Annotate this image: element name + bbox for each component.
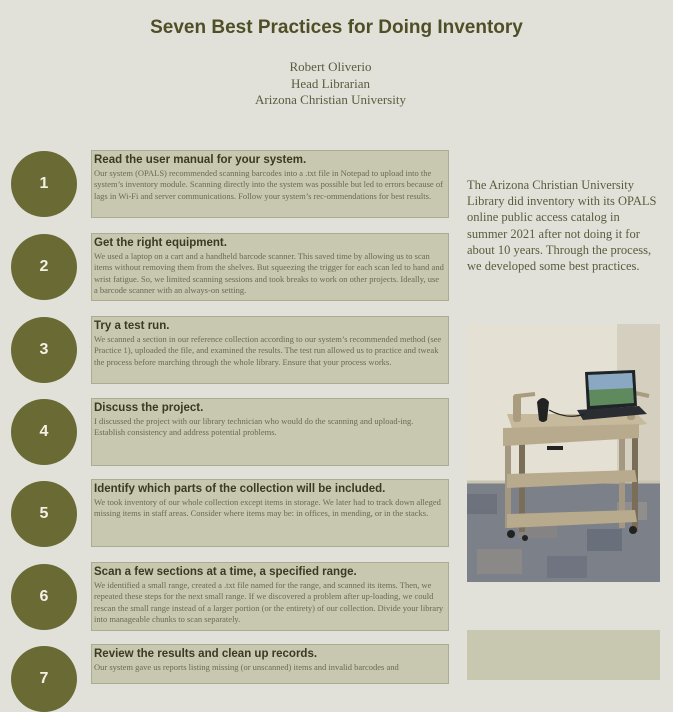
- practice-body: We scanned a section in our reference collection according to our system’s recommended method (see Practice 1), uploaded the file, and examined the results. The test run allowed us to practice and tweak the process before marching through the whole library. Ensure that your process works.: [94, 334, 442, 367]
- practice-number-badge: 5: [11, 481, 77, 547]
- practice-card: [91, 398, 449, 466]
- practice-body: We took inventory of our whole collection except items in storage. We later had to track down alleged missing items in staff areas. Consider where items may be: in offices, in mending, or in the stacks.: [94, 497, 441, 519]
- practice-body: Our system (OPALS) recommended scanning barcodes into a .txt file in Notepad to upload into the system’s inventory module. Scanning directly into the system was possible but led to errors because of lags in Wi-Fi and server communications. Follow your system’s rec-ommendations for best results.: [94, 168, 443, 201]
- practice-number-badge: 6: [11, 564, 77, 630]
- practice-number-badge: 4: [11, 399, 77, 465]
- practice-title: Discuss the project.: [94, 402, 204, 414]
- practice-card: [91, 644, 449, 684]
- practice-title: Scan a few sections at a time, a specified range.: [94, 566, 357, 578]
- practice-body: Our system gave us reports listing missing (or unscanned) items and invalid barcodes and: [94, 662, 399, 672]
- practice-card: [91, 562, 449, 631]
- practice-title: Read the user manual for your system.: [94, 154, 307, 166]
- practice-card: [91, 479, 449, 547]
- practice-card: [91, 150, 449, 218]
- practice-title: Try a test run.: [94, 320, 170, 332]
- practice-card: [91, 233, 449, 301]
- practice-number-badge: 3: [11, 317, 77, 383]
- practice-number-badge: 2: [11, 234, 77, 300]
- practice-body: We identified a small range, created a .txt file named for the range, and scanned its items. Then, we repeated these steps for the next small range. If we discovered a problem after up-loading, we could rescan the small range instead of a larger portion (or the entirety) of our collection. Divide your library into manageable chunks to scan separately.: [94, 580, 444, 625]
- page-title: Seven Best Practices for Doing Inventory: [150, 17, 523, 38]
- practice-number-badge: 7: [11, 646, 77, 712]
- practice-body: We used a laptop on a cart and a handheld barcode scanner. This saved time by allowing us to scan items without removing them from the shelves. But squeezing the trigger for each scan led to hand and wrist fatigue. So, we limited scanning sessions and took breaks to work on other projects. Ideally, use a barcode scanner with an always-on setting.: [94, 251, 444, 296]
- author-block: [0, 59, 661, 109]
- practice-title: Identify which parts of the collection will be included.: [94, 483, 386, 495]
- practice-number-badge: 1: [11, 151, 77, 217]
- practice-card: [91, 316, 449, 384]
- practice-title: Review the results and clean up records.: [94, 648, 318, 660]
- author-role: Head Librarian: [290, 75, 371, 91]
- practice-body: I discussed the project with our library technician who would do the scanning and upload-ing. Establish consistency and address potential problems.: [94, 416, 414, 438]
- author-institution: Arizona Christian University: [255, 92, 406, 107]
- intro-text: The Arizona Christian University Library did inventory with its OPALS online public access catalog in summer 2021 after not doing it for about 10 years. Through the process, we developed some best practices.: [467, 178, 657, 274]
- author-name: Robert Oliverio: [289, 59, 372, 74]
- inventory-cart-photo: [467, 324, 660, 582]
- practice-title: Get the right equipment.: [94, 237, 227, 249]
